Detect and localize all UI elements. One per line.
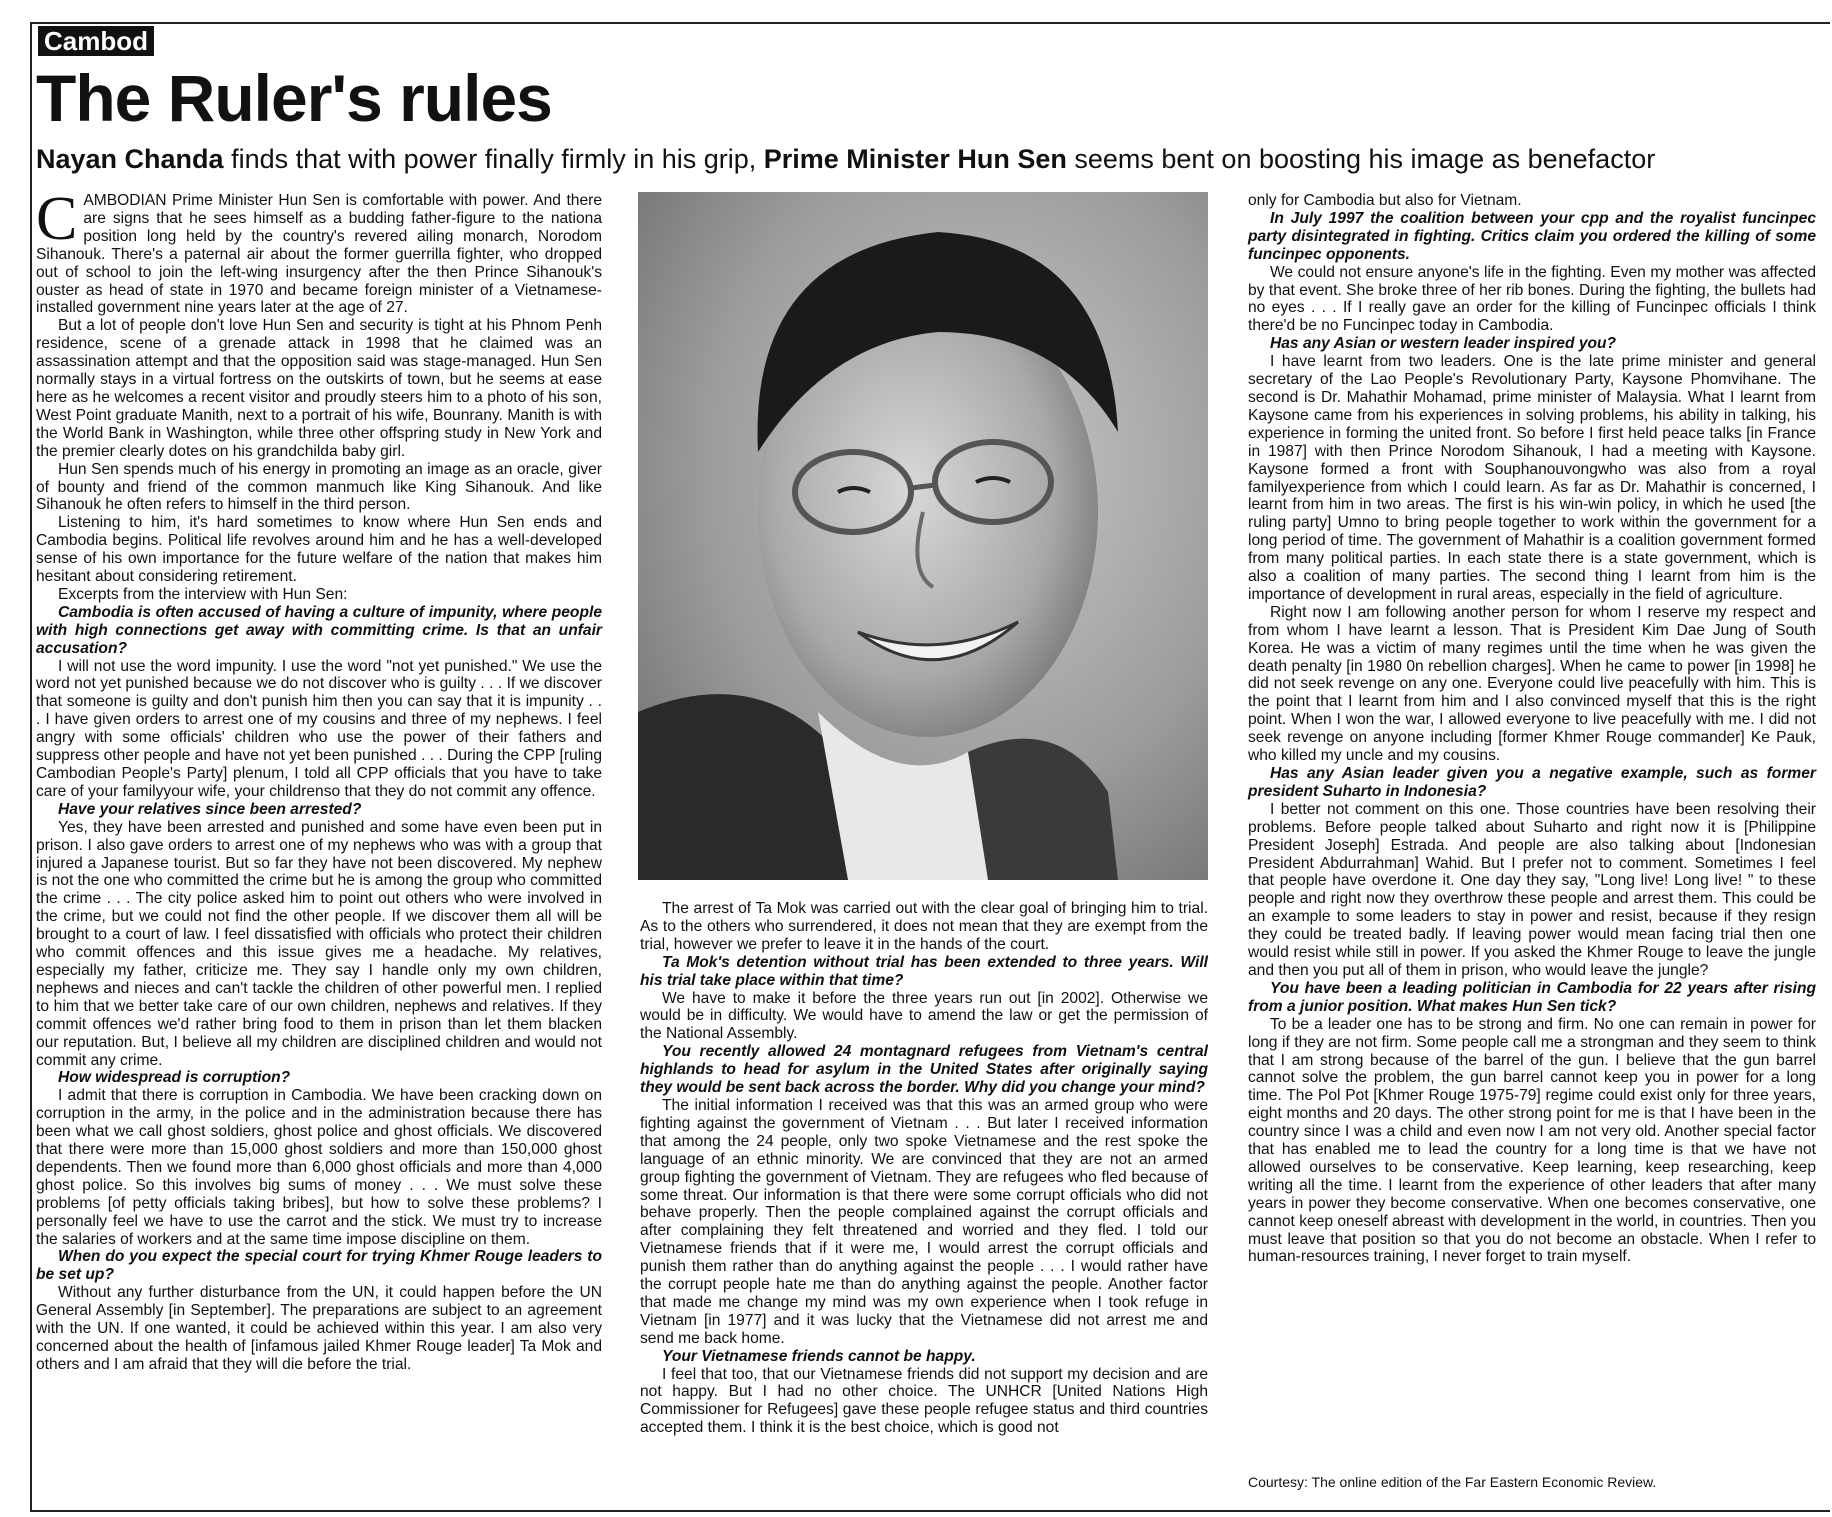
headline: The Ruler's rules <box>36 61 552 135</box>
article-paragraph: I better not comment on this one. Those countries have been resolving their problems. Before people talked about Suharto and right now it is [Philippine President Joseph] Estrada. And people are also talking about [Indonesian President Abdurrahman] Wahid. But I prefer not to comment. Sometimes I feel that people have overdone it. One day they say, "Long live! Long live! " to these people and right now they overthrow these people and arrest them. This could be an example to some leaders to stay in power and resist, because if they resign they could be treated badly. If leaving power would mean facing trial then one would resist while still in power. If you asked the Khmer Rouge to leave the jungle and then you put all of them in prison, who would leave the jungle? <box>1248 800 1816 979</box>
portrait-photo <box>638 192 1208 880</box>
deck-text-1: finds that with power finally firmly in his grip, <box>223 144 764 174</box>
article-paragraph: only for Cambodia but also for Vietnam. <box>1248 192 1522 209</box>
interview-question: You have been a leading politician in Cambodia for 22 years after rising from a junior position. What makes Hun Sen tick? <box>1248 979 1816 1015</box>
article-paragraph: Yes, they have been arrested and punished and some have even been put in prison. I also gave orders to arrest one of my nephews who was with a group that injured a Japanese tourist. But so far they have not been discovered. My nephew is not the one who committed the crime but he is among the group who committed the crime . . . The city police asked him to point out others who were involved in the crime, but we could not find the other people. If we discover them all will be brought to a court of law. I feel dissatisfied with officials who protect their children who commit offences and this issue gives me a headache. My relatives, especially my father, criticize me. They say I handle only my own children, nephews and nieces and can't tackle the children of other powerful men. I replied to him that we better take care of our own children, nephews and relatives. If they commit offences we'd rather bring food to them in prison than let them blacken our reputation. But, I believe all my children are disciplined children and would not commit any crime. <box>36 818 602 1069</box>
article-paragraph: The initial information I received was that this was an armed group who were fighting against the government of Vietnam . . . But later I received information that among the 24 people, only two spoke Vietnamese and the rest spoke the language of an ethnic minority. We are convinced that they are not an armed group fighting the government of Vietnam. They are refugees who fled because of some threat. Our information is that there were some corrupt officials who did not behave properly. Then the people complained against the corrupt officials and after complaining they felt threatened and worried and they fled. I told our Vietnamese friends that if it were me, I would arrest the corrupt officials and punish them rather than do anything against the people . . . I would rather have the corrupt people hate me than do anything against the people. Another factor that made me change my mind was my own experience when I took refuge in Vietnam [in 1977] and it was lucky that the Vietnamese did not arrest me and send me back home. <box>640 1096 1208 1347</box>
interview-question: Has any Asian leader given you a negative example, such as former president Suharto in Indonesia? <box>1248 765 1816 800</box>
section-label: Cambod <box>38 26 154 56</box>
article-paragraph: Excerpts from the interview with Hun Sen: <box>58 585 348 603</box>
article-paragraph: But a lot of people don't love Hun Sen and security is tight at his Phnom Penh residence, scene of a grenade attack in 1998 that he claimed was an assassination attempt and that the opposition said was stage-managed. Hun Sen normally stays in a virtual fortress on the outskirts of town, but he seems at ease here as he welcomes a recent visitor and proudly steers him to a photo of his son, West Point graduate Manith, next to a portrait of his wife, Bounrany. Manith is with the World Bank in Washington, while three other offspring study in New York and the premier clearly dotes on his grandchilda baby girl. <box>36 317 602 460</box>
article-paragraph: The arrest of Ta Mok was carried out with the clear goal of bringing him to trial. As to the others who surrendered, it does not mean that they are exempt from the trial, however we prefer to leave it in the hands of the court. <box>640 900 1208 953</box>
column-2 <box>640 900 1208 1507</box>
interview-question: When do you expect the special court for trying Khmer Rouge leaders to be set up? <box>36 1248 602 1284</box>
article-paragraph: We could not ensure anyone's life in the fighting. Even my mother was affected by that event. She broke three of her rib bones. During the fighting, the bullets had no eyes . . . If I really gave an order for the killing of Funcinpec officials I think there'd be no Funcinpec today in Cambodia. <box>1248 263 1816 335</box>
courtesy-credit: Courtesy: The online edition of the Far Eastern Economic Review. <box>1248 1474 1657 1490</box>
article-paragraph: We have to make it before the three years run out [in 2002]. Otherwise we would be in difficulty. We would have to amend the law or get the permission of the National Assembly. <box>640 989 1208 1043</box>
article-paragraph: I will not use the word impunity. I use the word "not yet punished." We use the word not yet punished because we do not discover who is guilty . . . If we discover that someone is guilty and don't punish him then you can say that it is impunity . . . I have given orders to arrest one of my cousins and three of my nephews. I feel angry with some officials' children who use the power of their fathers and suppress other people and have not yet been punished . . . During the CPP [ruling Cambodian People's Party] plenum, I told all CPP officials that you have to take care of your familyyour wife, your childrenso that they do not commit any offence. <box>36 657 602 800</box>
column-3-body <box>1248 192 1816 1266</box>
interview-question: You recently allowed 24 montagnard refugees from Vietnam's central highlands to head for asylum in the United States after originally saying they would be sent back across the border. Why did you change your mind? <box>640 1043 1208 1097</box>
interview-question: In July 1997 the coalition between your cpp and the royalist funcinpec party disintegrated in fighting. Critics claim you ordered the killing of some funcinpec opponents. <box>1248 209 1816 263</box>
article-paragraph: I have learnt from two leaders. One is the late prime minister and general secretary of the Lao People's Revolutionary Party, Kaysone Phomvihane. The second is Dr. Mahathir Mohamad, prime minister of Malaysia. What I learnt from Kaysone came from his experiences in solving problems, his ability in talking, his experience in forming the united front. So before I first held peace talks [in France in 1987] with then Prince Norodom Sihanouk, I had a meeting with Kaysone. Kaysone formed a front with Souphanouvongwho was also from a royal familyexperience from which I could learn. As far as Dr. Mahathir is concerned, I learnt from him in two areas. The first is his win-win policy, in which he used [the ruling party] Umno to bring people together to work within the government for a long period of time. The government of Mahathir is a coalition government formed from many political parties. In each state there is a state government, which is also a coalition of many parties. The second thing I learnt from him is the importance of development in rural areas, especially in the field of agriculture. <box>1248 353 1816 603</box>
article-paragraph: To be a leader one has to be strong and firm. No one can remain in power for long if they are not firm. Some people call me a strongman and they seem to think that I am strong because of the barrel of the gun. I believe that the gun barrel cannot solve the problem, the gun barrel cannot keep you in power for a long time. The Pol Pot [Khmer Rouge 1975-79] regime could exist only for three years, eight months and 20 days. The other strong point for me is that I have been in the country since I was a child and even now I am not very old. Another special factor that has enabled me to lead the country for a long time is that we have not allowed ourselves to be conservative. Keep learning, keep researching, keep writing all the time. I learnt from the experience of other leaders that after many years in power they become conservative. When one becomes conservative, one cannot keep oneself abreast with development in the world, in countries. Then you must leave that position so that you do not become an obstacle. When I refer to human-resources training, I never forget to train myself. <box>1248 1015 1816 1266</box>
column-1-body <box>36 185 602 1374</box>
column-1 <box>36 185 602 1507</box>
column-2-body <box>640 900 1208 1437</box>
drop-cap: C <box>36 185 78 253</box>
portrait-image <box>638 192 1208 880</box>
deck-author: Nayan Chanda <box>36 144 224 174</box>
article-paragraph: Right now I am following another person for whom I reserve my respect and from whom I have learnt a lesson. That is President Kim Dae Jung of South Korea. He was a victim of many regimes until the time when he was given the death penalty [in 1980 0n rebellion charges]. When he came to power [in 1998] he did not seek revenge on any one. Everyone could live peacefully with him. This is the point that I learnt from him and I also convinced myself that this is the right point. When I won the war, I allowed everyone to live peacefully with me. I did not seek revenge on anyone including [former Khmer Rouge commander] Ke Pauk, who killed my uncle and my cousins. <box>1248 603 1816 765</box>
deck <box>36 142 1826 176</box>
interview-question: Have your relatives since been arrested? <box>58 800 362 818</box>
interview-question: How widespread is corruption? <box>58 1069 291 1087</box>
article-paragraph: Listening to him, it's hard sometimes to know where Hun Sen ends and Cambodia begins. Political life revolves around him and he has a well-developed sense of his own importance for the future welfare of the nation that makes him hesitant about considering retirement. <box>36 514 602 586</box>
column-3 <box>1248 192 1816 1507</box>
interview-question: Your Vietnamese friends cannot be happy. <box>662 1347 976 1365</box>
article-paragraph: AMBODIAN Prime Minister Hun Sen is comfortable with power. And there are signs that he sees himself as a budding father-figure to the nationa position long held by the country's revered ailing monarch, Norodom Sihanouk. There's a paternal air about the former guerrilla fighter, who dropped out of school to join the left-wing insurgency after the then Prince Sihanouk's ouster as head of state in 1970 and became foreign minister of a Vietnamese-installed government nine years later at the age of 27. <box>36 192 602 317</box>
deck-text-2: seems bent on boosting his image as benefactor <box>1066 144 1656 174</box>
interview-question: Ta Mok's detention without trial has been extended to three years. Will his trial take place within that time? <box>640 953 1208 989</box>
article-paragraph: I feel that too, that our Vietnamese friends did not support my decision and are not happy. But I had no other choice. The UNHCR [United Nations High Commissioner for Refugees] gave these people refugee status and third countries accepted them. I think it is the best choice, which is good not <box>640 1365 1208 1437</box>
interview-question: Has any Asian or western leader inspired you? <box>1270 335 1617 353</box>
deck-subject: Prime Minister Hun Sen <box>763 144 1067 174</box>
interview-question: Cambodia is often accused of having a culture of impunity, where people with high connections get away with committing crime. Is that an unfair accusation? <box>36 603 602 657</box>
article-paragraph: Without any further disturbance from the UN, it could happen before the UN General Assembly [in September]. The preparations are subject to an agreement with the UN. If one wanted, it could be achieved within this year. I am also very concerned about the health of [infamous jailed Khmer Rouge leader] Ta Mok and others and I am afraid that they will die before the trial. <box>36 1284 602 1373</box>
article-paragraph: Hun Sen spends much of his energy in promoting an image as an oracle, giver of bounty and friend of the common manmuch like King Sihanouk. And like Sihanouk he often refers to himself in the third person. <box>36 460 602 514</box>
article-paragraph: I admit that there is corruption in Cambodia. We have been cracking down on corruption in the army, in the police and in the administration because there has been what we call ghost soldiers, ghost police and ghost officials. We discovered that there were more than 15,000 ghost soldiers and more than 150,000 ghost dependents. Then we found more than 6,000 ghost officials and more than 4,000 ghost police. So this involves big sums of money . . . We must solve these problems [of petty officials taking bribes], but how to solve these problems? I personally feel we have to use the carrot and the stick. We must try to increase the salaries of workers and at the same time impose discipline on them. <box>36 1087 602 1248</box>
